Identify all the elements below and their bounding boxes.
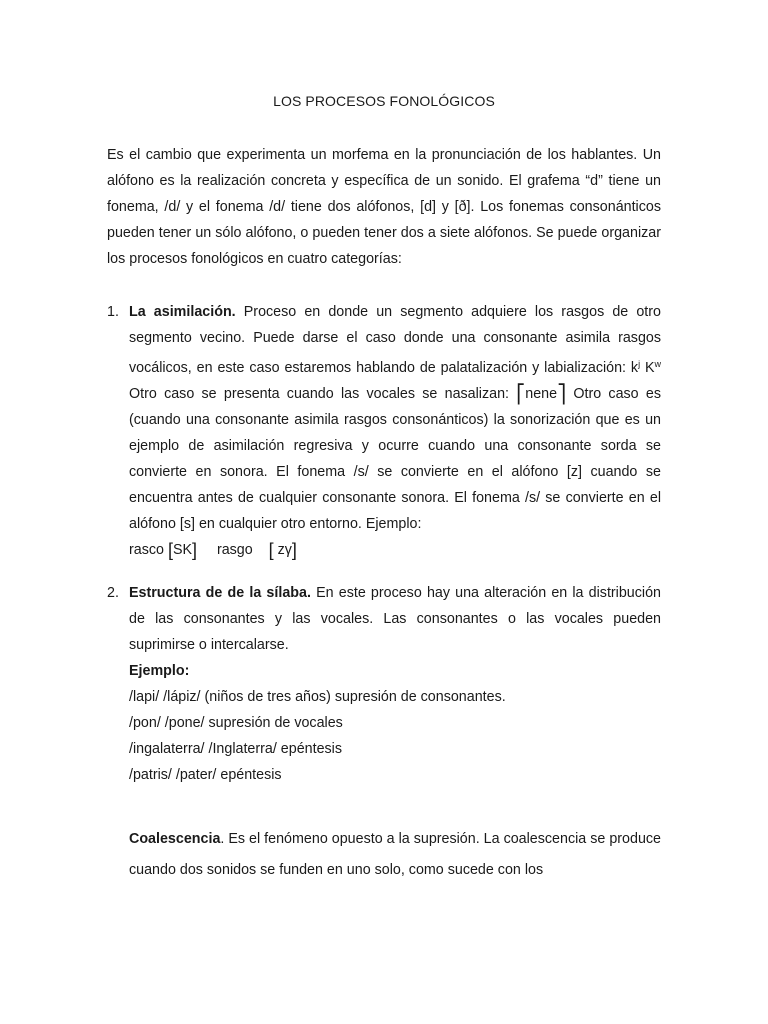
- list-body: [129, 580, 661, 788]
- example-transcription-sk: SK: [172, 542, 193, 558]
- list-number: 2.: [107, 585, 119, 601]
- example-word-rasgo: rasgo: [216, 542, 253, 558]
- example-line: /ingalaterra/ /Inglaterra/ epéntesis: [129, 741, 342, 757]
- coalescencia-heading: Coalescencia: [129, 831, 221, 847]
- example-line: /pon/ /pone/ supresión de vocales: [129, 715, 343, 731]
- example-line: /patris/ /pater/ epéntesis: [129, 767, 282, 783]
- list-item-asimilacion: [107, 299, 661, 563]
- asimilacion-text-d: Otro caso es (cuando una consonante asimila rasgos consonánticos) la sonorización que es un ejemplo de asimilación regresiva y ocurre cuando una consonante sorda se convierte en sonora. El fonema /s/ se convierte en el alófono [z] cuando se encuentra antes de cualquier consonante sonora. El fonema /s/ se convierte en el alófono [s] en cualquier otro entorno. Ejemplo:: [129, 386, 661, 532]
- asimilacion-heading: La asimilación.: [129, 304, 236, 320]
- coalescencia-paragraph: [129, 824, 661, 886]
- example-label: Ejemplo:: [129, 663, 190, 679]
- asimilacion-paragraph: [129, 299, 661, 537]
- coalescencia-text: . Es el fenómeno opuesto a la supresión. La coalescencia se produce cuando dos sonidos se funden en uno solo, como sucede con los: [129, 831, 661, 878]
- example-transcription-zg: zγ: [277, 542, 292, 558]
- superscript-j: j: [638, 359, 641, 369]
- left-bracket-icon: [: [167, 540, 173, 560]
- list-body: [129, 299, 661, 563]
- superscript-w: w: [654, 359, 662, 369]
- estructura-text: En este proceso hay una alteración en la distribución de las consonantes y las vocales. Las consonantes o las vocales pueden suprimirse o intercalarse.: [129, 585, 661, 653]
- nasal-word: nene: [525, 386, 558, 402]
- coalescencia-text-block: [129, 824, 661, 886]
- estructura-paragraph: [129, 580, 661, 658]
- right-bracket-icon: ]: [291, 540, 297, 560]
- list-item-estructura: [107, 580, 661, 788]
- estructura-heading: Estructura de de la sílaba.: [129, 585, 311, 601]
- list-number: 1.: [107, 304, 119, 320]
- right-bracket-icon: ⎤: [557, 384, 567, 404]
- asimilacion-text-c: Otro caso se presenta cuando las vocales se nasalizan:: [129, 386, 517, 402]
- example-word-rasco: rasco: [129, 542, 164, 558]
- right-bracket-icon: ]: [192, 540, 198, 560]
- asimilacion-text-b: K: [640, 360, 655, 376]
- left-bracket-icon: ⎡: [516, 384, 526, 404]
- intro-text: Es el cambio que experimenta un morfema en la pronunciación de los hablantes. Un alófono es la realización concreta y específica de un sonido. El grafema “d” tiene un fonema, /d/ y el fonema /d/ tiene dos alófonos, [d] y [ð]. Los fonemas consonánticos pueden tener un sólo alófono, o pueden tener dos a siete alófonos. Se puede organizar los procesos fonológicos en cuatro categorías:: [107, 147, 661, 267]
- asimilacion-text-a: Proceso en donde un segmento adquiere los rasgos de otro segmento vecino. Puede darse el caso donde una consonante asimila rasgos vocálicos, en este caso estaremos hablando de palatalización y labialización: k: [129, 304, 661, 376]
- document-title: LOS PROCESOS FONOLÓGICOS: [273, 93, 495, 109]
- asimilacion-example-line: [129, 537, 661, 563]
- example-line: /lapi/ /lápiz/ (niños de tres años) supresión de consonantes.: [129, 689, 506, 705]
- left-bracket-icon: [: [268, 540, 274, 560]
- intro-paragraph: [107, 142, 661, 272]
